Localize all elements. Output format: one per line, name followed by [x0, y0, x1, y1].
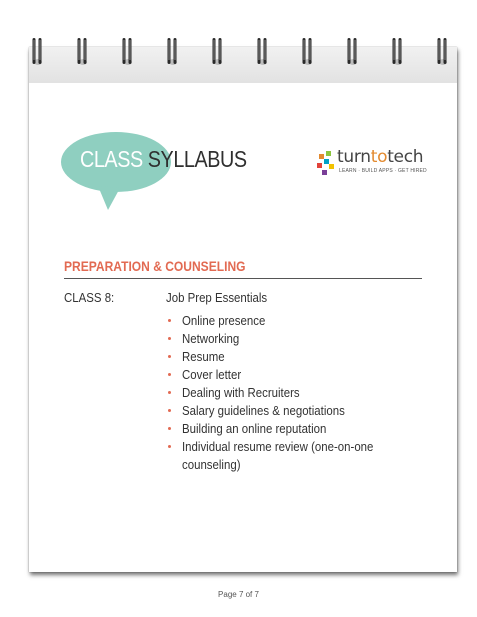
bullet-icon — [168, 373, 171, 376]
list-item — [166, 348, 400, 366]
list-item — [166, 438, 400, 456]
title-word-class: CLASS — [80, 146, 143, 172]
logo-tagline: LEARN · BUILD APPS · GET HIRED — [339, 168, 427, 174]
list-item-continuation — [166, 456, 400, 474]
list-item — [166, 420, 400, 438]
notepad-page — [29, 47, 457, 572]
section-divider — [64, 278, 422, 279]
topic-text: counseling) — [182, 457, 241, 472]
page-title — [80, 146, 247, 173]
topic-text: Resume — [182, 349, 225, 364]
notepad-binding-band — [29, 47, 457, 83]
class-topic: Job Prep Essentials — [166, 290, 268, 305]
logo-wordmark — [337, 147, 423, 167]
logo-word-to: to — [370, 147, 388, 167]
title-word-syllabus: SYLLABUS — [147, 146, 247, 172]
topic-text: Online presence — [182, 313, 266, 328]
speech-bubble-icon — [58, 128, 178, 218]
list-item — [166, 366, 400, 384]
bullet-icon — [168, 445, 171, 448]
bullet-icon — [168, 319, 171, 322]
logo-word-turn: turn — [337, 147, 371, 167]
topic-list — [166, 312, 400, 474]
section-heading: PREPARATION & COUNSELING — [64, 258, 246, 274]
list-item — [166, 330, 400, 348]
bullet-icon — [168, 409, 171, 412]
bullet-icon — [168, 337, 171, 340]
topic-text: Individual resume review (one-on-one — [182, 439, 374, 454]
class-label: CLASS 8: — [64, 290, 115, 305]
list-item — [166, 384, 400, 402]
bullet-icon — [168, 355, 171, 358]
bullet-icon — [168, 391, 171, 394]
topic-text: Networking — [182, 331, 240, 346]
topic-text: Cover letter — [182, 367, 242, 382]
topic-text: Building an online reputation — [182, 421, 327, 436]
topic-text: Salary guidelines & negotiations — [182, 403, 345, 418]
page-number: Page 7 of 7 — [218, 590, 259, 599]
list-item — [166, 312, 400, 330]
bullet-icon — [168, 427, 171, 430]
logo-word-tech: tech — [387, 147, 424, 167]
list-item — [166, 402, 400, 420]
topic-text: Dealing with Recruiters — [182, 385, 300, 400]
